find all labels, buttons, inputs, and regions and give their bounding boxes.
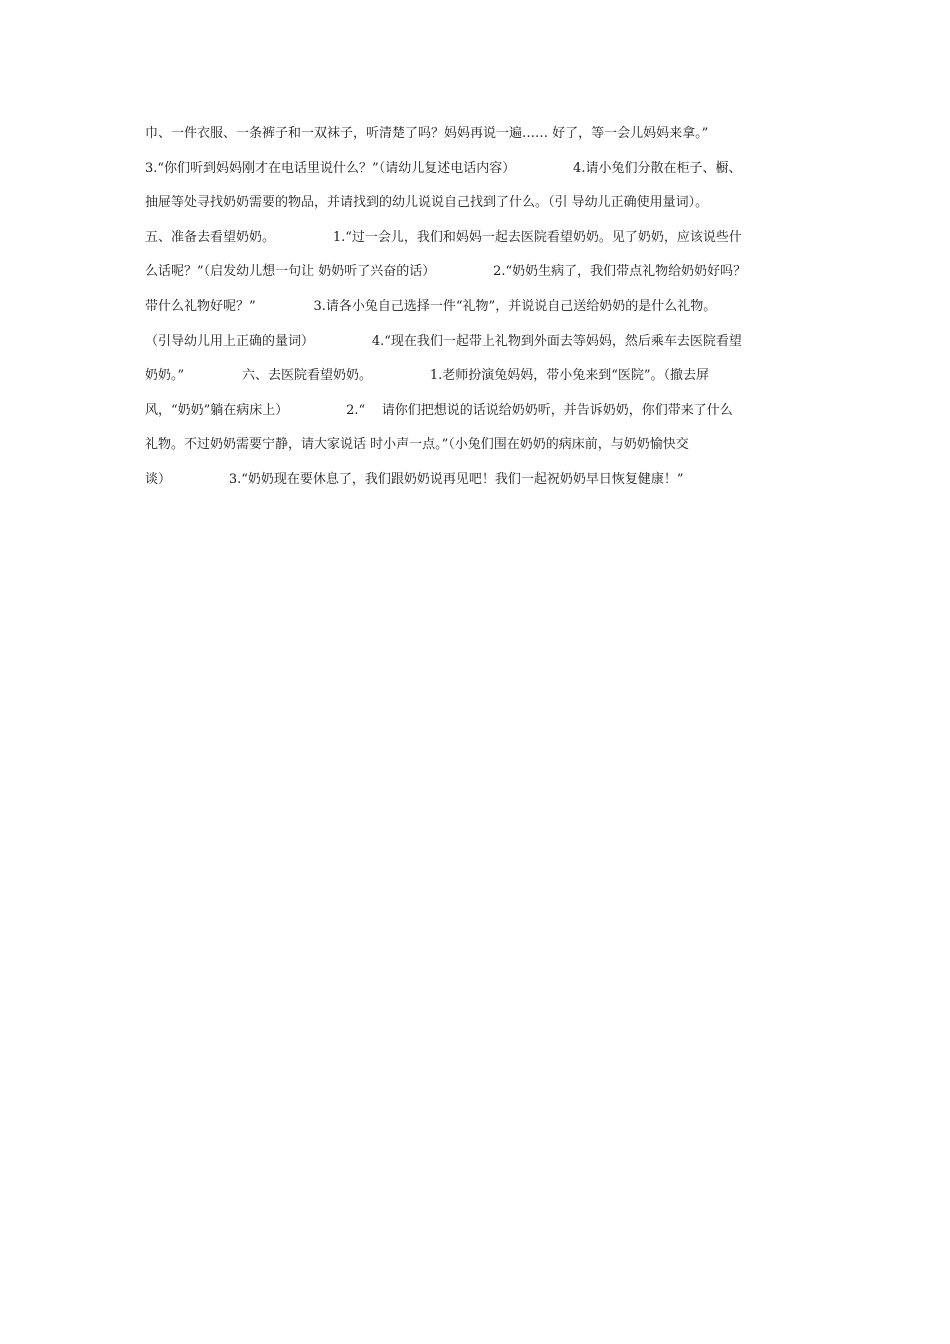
text-line-content: 3.“你们听到妈妈刚才在电话里说什么？”（请幼儿复述电话内容） 4.请小兔们分散在柜子、橱、 [145,160,742,176]
body-text [145,124,825,505]
text-line-content: 礼物。不过奶奶需要宁静，请大家说话 时小声一点。”（小兔们围在奶奶的病床前，与奶奶愉快交 [145,437,689,453]
text-line [145,193,825,228]
text-line [145,366,825,401]
text-line-content: 带什么礼物好呢？” 3.请各小兔自己选择一件“礼物”，并说说自己送给奶奶的是什么礼物。 [145,298,717,314]
text-line [145,332,825,367]
text-line-content: 五、准备去看望奶奶。 1.“过一会儿，我们和妈妈一起去医院看望奶奶。见了奶奶，应该说些什 [145,229,742,245]
text-line [145,228,825,263]
text-line [145,262,825,297]
text-line [145,124,825,159]
text-line-content: 奶奶。” 六、去医院看望奶奶。 1.老师扮演兔妈妈，带小兔来到“医院”。（撤去屏 [145,368,710,384]
text-line [145,401,825,436]
text-line-content: 巾、一件衣服、一条裤子和一双袜子，听清楚了吗？妈妈再说一遍…… 好了，等一会儿妈妈来拿。” [145,126,709,141]
text-line-content: 谈） 3.“奶奶现在要休息了，我们跟奶奶说再见吧！我们一起祝奶奶早日恢复健康！” [145,471,684,487]
text-line-content: （引导幼儿用上正确的量词） 4.“现在我们一起带上礼物到外面去等妈妈，然后乘车去医院看望 [145,333,742,349]
text-line-content: 抽屉等处寻找奶奶需要的物品，并请找到的幼儿说说自己找到了什么。（引 导幼儿正确使用量词）。 [145,195,709,211]
text-line-content: 风，“奶奶”躺在病床上） 2.“ 请你们把想说的话说给奶奶听，并告诉奶奶，你们带来了什么 [145,402,733,418]
text-line [145,297,825,332]
text-line-content: 么话呢？”（启发幼儿想一句让 奶奶听了兴奋的话） 2.“奶奶生病了，我们带点礼物给奶奶好吗？ [145,264,747,280]
text-line [145,159,825,194]
text-line [145,435,825,470]
text-line [145,470,825,505]
